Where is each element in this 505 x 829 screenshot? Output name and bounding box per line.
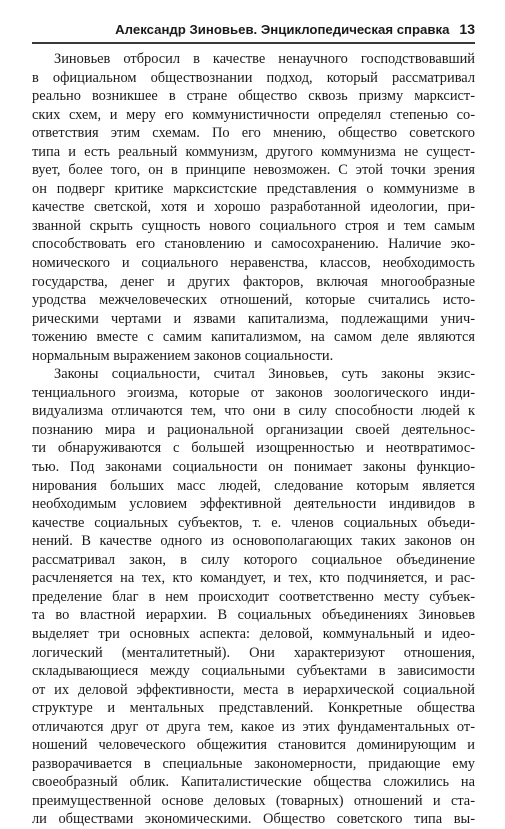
text-line: уродства межчеловеческих отношений, которые считались исто-	[32, 292, 475, 309]
text-line: отличаются друг от друга тем, какое из этих фундаментальных от-	[32, 718, 475, 735]
text-line: рассматривал закон, в силу которого социальное объединение	[32, 551, 475, 568]
text-line: качестве светской, хотя и хорошо разработанной идеологии, при-	[32, 199, 475, 216]
paragraph-2	[32, 365, 475, 829]
text-line: преимущественной основе деловых (товарных) отношений и ста-	[32, 792, 475, 809]
text-line: ти обнаруживаются с большей изощренностью и неотвратимос-	[32, 440, 475, 457]
text-line: номического и социального неравенства, классов, необходимость	[32, 255, 475, 272]
text-line: нирования больших масс людей, следование которым является	[32, 477, 475, 494]
text-line: ответствия этим схемам. По его мнению, общество советского	[32, 125, 475, 142]
text-line: типа и есть реальный коммунизм, другого коммунизма не сущест-	[32, 143, 475, 160]
text-line: ли обществами экономическими. Общество советского типа вы-	[32, 811, 475, 828]
text-line: способствовать его становлению и самосохранению. Наличие эко-	[32, 236, 475, 253]
text-line: ношений человеческого общежития становится доминирующим и	[32, 737, 475, 754]
text-line: логический (менталитетный). Они характеризуют отношения,	[32, 644, 475, 661]
text-line: необходимым условием эффективной деятельности индивидов в	[32, 496, 475, 513]
text-line: расчленяется на тех, кто командует, и тех, кто подчиняется, и рас-	[32, 570, 475, 587]
text-line: Зиновьев отбросил в качестве ненаучного господствовавший	[54, 51, 475, 67]
running-head	[32, 16, 475, 44]
text-line: он подверг критике марксистские представления о коммунизме в	[32, 180, 475, 197]
text-line: вует, более того, он в принципе невозможен. С этой точки зрения	[32, 162, 475, 179]
text-line: своеобразный облик. Капиталистические общества сложились на	[32, 774, 475, 791]
paragraph-1	[32, 50, 475, 365]
text-line: тожению вместе с самим капитализмом, на самом деле являются	[32, 329, 475, 346]
text-line: познанию мира и рациональной организации своей деятельнос-	[32, 421, 475, 438]
text-line: государства, денег и других факторов, включая многообразные	[32, 273, 475, 290]
text-line: выделяет три основных аспекта: деловой, коммунальный и идео-	[32, 625, 475, 642]
text-line: рическими чертами и язвами капитализма, подлежащими унич-	[32, 310, 475, 327]
text-line: та во властной иерархии. В социальных объединениях Зиновьев	[32, 607, 475, 624]
text-line: тенциального эгоизма, которые от законов зоологического инди-	[32, 384, 475, 401]
text-line: ских схем, и меру его коммунистичности определял степенью со-	[32, 106, 475, 123]
text-line: видуализма отличаются тем, что они в силу способности людей к	[32, 403, 475, 420]
text-line: Законы социальности, считал Зиновьев, суть законы экзис-	[54, 366, 475, 383]
body-text	[32, 50, 475, 829]
text-line: реально возникшее в стране общество сквозь призму марксист-	[32, 88, 475, 105]
text-line: тью. Под законами социальности он понимает законы функцио-	[32, 459, 475, 476]
text-line: пределение благ в нем происходит соответственно месту субъек-	[32, 588, 475, 605]
text-line: разворачивается в специальные закономерности, придающие ему	[32, 755, 475, 772]
text-line: от их деловой эффективности, места в иерархической социальной	[32, 681, 475, 698]
text-line: структуре и ментальных представлений. Конкретные общества	[32, 700, 475, 717]
running-head-title: Александр Зиновьев. Энциклопедическая справка	[115, 21, 450, 37]
text-line: нормальным выражением законов социальности.	[32, 347, 334, 364]
text-line: в официальном обществознании подход, который рассматривал	[32, 69, 475, 86]
text-line: нений. В качестве одного из основополагающих таких законов он	[32, 533, 475, 550]
text-line: качестве социальных субъектов, т. е. членов социальных объеди-	[32, 514, 475, 531]
text-line: званной скрыть сущность нового социального строя и тем самым	[32, 217, 475, 234]
page-number: 13	[459, 21, 475, 37]
text-line: складывающиеся между социальными субъектами в зависимости	[32, 663, 475, 680]
